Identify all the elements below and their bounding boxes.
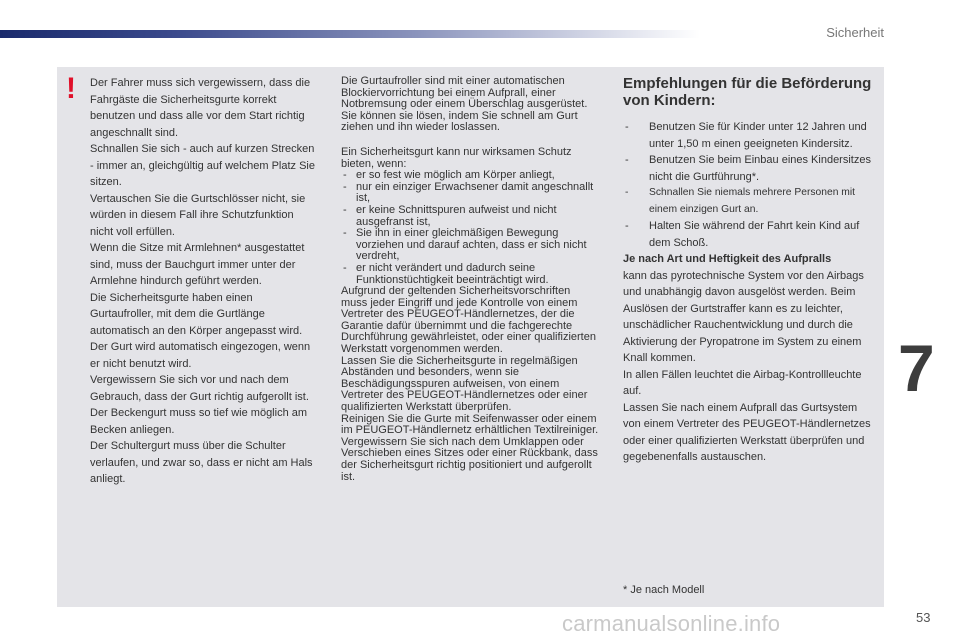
paragraph: Die Sicherheitsgurte haben einen Gurtaufroller, mit dem die Gurtlänge automatisch an den Körper angepasst wird. Der Gurt wird automatisch eingezogen, wenn er nicht benutzt wird. [90,291,311,370]
subheading: Je nach Art und Heftigkeit des Aufpralls [623,253,832,265]
list-item: - Sie ihn in einer gleichmäßigen Bewegung vorziehen und darauf achten, dass er sich nicht verdreht, [341,228,599,263]
list-item: - er nicht verändert und dadurch seine Funktionstüchtigkeit beeinträchtigt wird. [341,263,599,286]
column-belt-retractors [341,76,599,483]
paragraph: Vertauschen Sie die Gurtschlösser nicht, sie würden in diesem Fall ihre Schutzfunktion nicht voll erfüllen. [90,192,306,238]
list-item: - Benutzen Sie für Kinder unter 12 Jahren und unter 1,50 m einen geeigneten Kindersitz. [623,119,873,152]
section-title: Sicherheit [826,25,884,40]
paragraph: Vergewissern Sie sich vor und nach dem Gebrauch, dass der Gurt richtig aufgerollt ist. [90,374,309,403]
list-item: - Schnallen Sie niemals mehrere Personen mit einem einzigen Gurt an. [623,185,873,218]
paragraph: Aufgrund der geltenden Sicherheitsvorschriften muss jeder Eingriff und jede Kontrolle von einem Vertreter des PEUGEOT-Händlernetzes, der die Garantie dafür übernimmt und die fachgerechte Durchführung gewährleistet, oder einer qualifizierten Werkstatt vorgenommen werden. [341,285,596,356]
conditions-intro: Ein Sicherheitsgurt kann nur wirksamen Schutz bieten, wenn: [341,145,572,170]
list-item: - Halten Sie während der Fahrt kein Kind auf dem Schoß. [623,218,873,251]
chapter-number: 7 [898,331,935,405]
paragraph: Der Beckengurt muss so tief wie möglich am Becken anliegen. [90,407,308,436]
list-item: - er keine Schnittspuren aufweist und nicht ausgefranst ist, [341,205,599,228]
paragraph: In allen Fällen leuchtet die Airbag-Kontrollleuchte auf. [623,368,862,397]
paragraph: Vergewissern Sie sich nach dem Umklappen oder Verschieben eines Sitzes oder einer Rückbank, dass der Sicherheitsgurt richtig positioniert und aufgerollt ist. [341,435,598,483]
warning-icon: ! [66,72,76,105]
column-safety-notes [90,75,315,488]
paragraph: Wenn die Sitze mit Armlehnen* ausgestattet sind, muss der Bauchgurt immer unter der Armlehne hindurch geführt werden. [90,242,305,287]
watermark: carmanualsonline.info [562,611,781,636]
list-item: - Benutzen Sie beim Einbau eines Kindersitzes nicht die Gurtführung*. [623,152,873,185]
list-item: - nur ein einziger Erwachsener damit angeschnallt ist, [341,182,599,205]
paragraph: Der Schultergurt muss über die Schulter verlaufen, und zwar so, dass er nicht am Hals anliegt. [90,440,313,485]
paragraph: kann das pyrotechnische System vor den Airbags und unabhängig davon ausgelöst werden. Beim Auslösen der Gurtstraffer kann es zu leichter, unschädlicher Rauchentwicklung und durch die Aktivierung der Pyropatrone im System zu einem Knall kommen. [623,269,864,364]
paragraph: Der Fahrer muss sich vergewissern, dass die Fahrgäste die Sicherheitsgurte korrekt benutzen und dass alle vor dem Start richtig angeschnallt sind. [90,77,311,139]
page-number: 53 [916,610,931,625]
section-heading: Empfehlungen für die Beförderung von Kindern: [623,75,872,109]
footnote: * Je nach Modell [623,584,705,596]
column-child-recommendations [623,76,873,466]
paragraph: Schnallen Sie sich - auch auf kurzen Strecken - immer an, gleichgültig auf welchem Platz Sie sitzen. [90,143,315,188]
paragraph: Die Gurtaufroller sind mit einer automatischen Blockiervorrichtung bei einem Aufprall, einer Notbremsung oder einem Überschlag ausgerüstet. Sie können sie lösen, indem Sie schnell am Gurt ziehen und ihn wieder loslassen. [341,75,588,134]
header-color-band [0,30,700,38]
paragraph: Lassen Sie die Sicherheitsgurte in regelmäßigen Abständen und besonders, wenn sie Beschädigungsspuren aufweisen, von einem Vertreter des PEUGEOT-Händlernetzes oder einer qualifizierten Werkstatt überprüfen. [341,354,588,414]
paragraph: Lassen Sie nach einem Aufprall das Gurtsystem von einem Vertreter des PEUGEOT-Händlernetzes oder einer qualifizierten Werkstatt überprüfen und gegebenenfalls austauschen. [623,401,871,463]
list-item: - er so fest wie möglich am Körper anliegt, [341,170,599,182]
paragraph: Reinigen Sie die Gurte mit Seifenwasser oder einem im PEUGEOT-Händlernetz erhältlichen Textilreiniger. [341,412,599,437]
